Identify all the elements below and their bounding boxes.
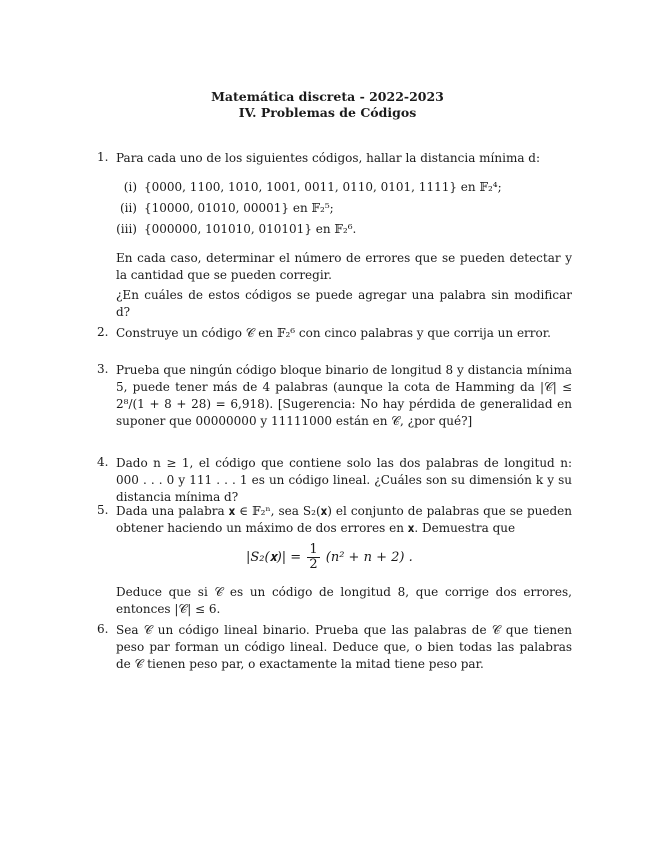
problem-text: Sea 𝒞 un código lineal binario. Prueba que las palabras de 𝒞 que tienen peso par forman un código lineal. Deduce que, o bien todas las palabras de 𝒞 tienen peso par, o exactamente la mitad tiene peso par. xyxy=(116,623,572,671)
problem-text: Deduce que si 𝒞 es un código de longitud 8, que corrige dos errores, entonces |𝒞| ≤ 6. xyxy=(116,585,572,616)
equation-fraction xyxy=(307,543,319,572)
item-text: {000000, 101010, 010101} en 𝔽₂⁶. xyxy=(144,222,357,236)
document-subtitle: IV. Problemas de Códigos xyxy=(238,105,417,120)
problem-text: Prueba que ningún código bloque binario de longitud 8 y distancia mínima 5, puede tener más de 4 palabras (aunque la cota de Hamming da |𝒞| ≤ 2⁸/(1 + 8 + 28) = 6,918). [Sugerencia: No hay pérdida de generalidad en suponer que 00000000 y 11111000 están en 𝒞, ¿por qué?] xyxy=(116,363,573,428)
problem-text: ¿En cuáles de estos códigos se puede agregar una palabra sin modificar d? xyxy=(116,288,572,319)
problem-text: Para cada uno de los siguientes códigos, hallar la distancia mínima d: xyxy=(116,151,541,165)
problem-text: Dada una palabra 𝐱 ∈ 𝔽₂ⁿ, sea S₂(𝐱) el conjunto de palabras que se pueden obtener haciendo un máximo de dos errores en 𝐱. Demuestra que xyxy=(116,504,572,535)
equation-right: (n² + n + 2) . xyxy=(325,550,413,565)
problem-text: Construye un código 𝒞 en 𝔽₂⁶ con cinco palabras y que corrija un error. xyxy=(116,326,551,340)
item-label: (i) xyxy=(123,180,137,194)
fraction-numerator: 1 xyxy=(309,542,318,557)
problem-number: 2. xyxy=(97,325,109,339)
problem-number: 1. xyxy=(97,150,109,164)
item-label: (iii) xyxy=(116,222,137,236)
problem-number: 3. xyxy=(97,362,109,376)
item-label: (ii) xyxy=(119,201,137,215)
problem-number: 4. xyxy=(97,455,109,469)
fraction-denominator: 2 xyxy=(309,557,318,572)
document-title: Matemática discreta - 2022-2023 xyxy=(211,89,444,104)
problem-text: Dado n ≥ 1, el código que contiene solo las dos palabras de longitud n: 000 . . . 0 y 111 . . . 1 es un código lineal. ¿Cuáles son su dimensión k y su distancia mínima d? xyxy=(116,456,572,504)
problem-number: 6. xyxy=(97,622,109,636)
item-text: {0000, 1100, 1010, 1001, 0011, 0110, 0101, 1111} en 𝔽₂⁴; xyxy=(144,180,502,194)
item-text: {10000, 01010, 00001} en 𝔽₂⁵; xyxy=(144,201,334,215)
equation-left: |S₂(𝐱)| = xyxy=(246,550,302,565)
problem-text: En cada caso, determinar el número de errores que se pueden detectar y la cantidad que se pueden corregir. xyxy=(116,251,572,282)
equation xyxy=(246,543,413,572)
problem-number: 5. xyxy=(97,503,109,517)
